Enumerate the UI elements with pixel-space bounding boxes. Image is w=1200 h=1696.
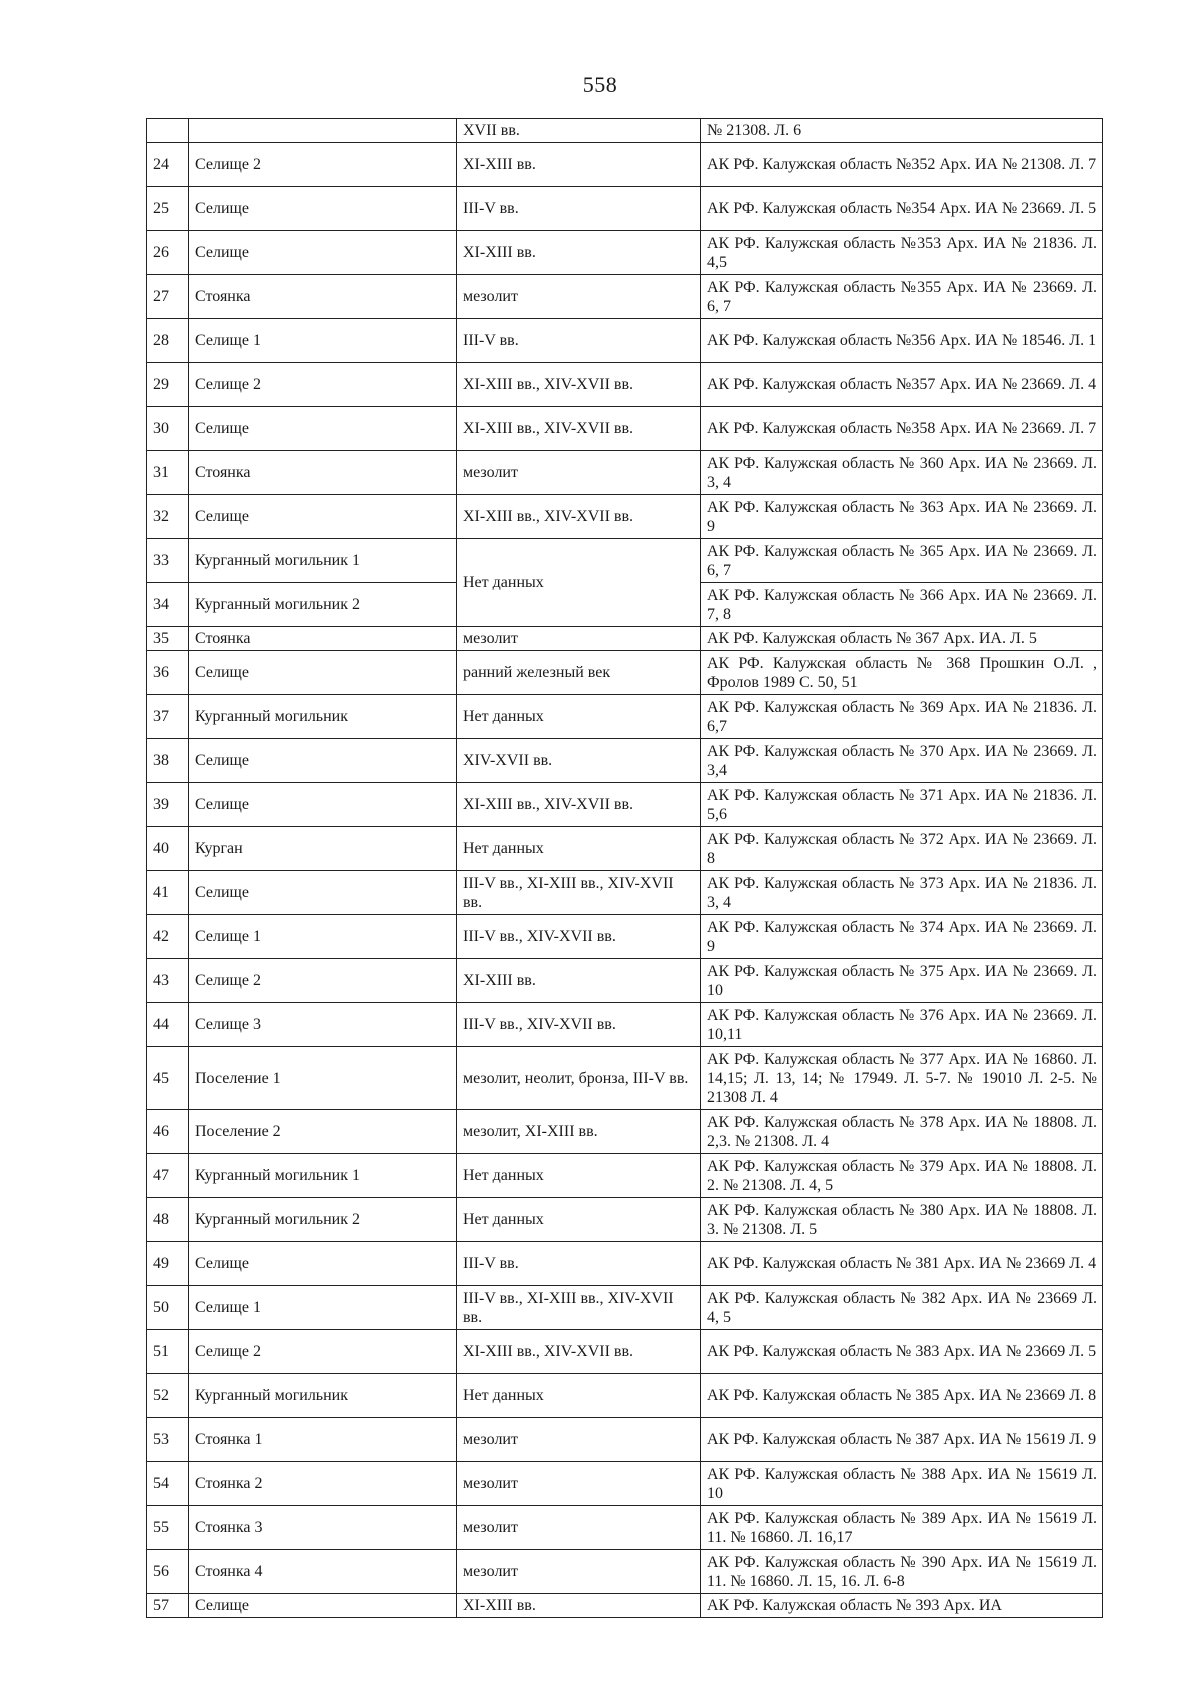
table-row (147, 915, 1103, 959)
site-name-cell: Курганный могильник 2 (189, 1198, 457, 1242)
dating-cell: XI-XIII вв. (457, 143, 701, 187)
site-name-cell: Селище 3 (189, 1003, 457, 1047)
source-reference-cell: АК РФ. Калужская область № 371 Арх. ИА № 21836. Л. 5,6 (701, 783, 1103, 827)
row-number-cell: 54 (147, 1462, 189, 1506)
table-row (147, 739, 1103, 783)
dating-cell: мезолит (457, 451, 701, 495)
dating-cell: Нет данных (457, 1198, 701, 1242)
table-row (147, 539, 1103, 583)
source-reference-cell: АК РФ. Калужская область № 363 Арх. ИА № 23669. Л. 9 (701, 495, 1103, 539)
row-number-cell: 46 (147, 1110, 189, 1154)
dating-cell: Нет данных (457, 1154, 701, 1198)
source-reference-cell: АК РФ. Калужская область № 383 Арх. ИА № 23669 Л. 5 (701, 1330, 1103, 1374)
row-number-cell: 44 (147, 1003, 189, 1047)
site-name-cell: Поселение 2 (189, 1110, 457, 1154)
site-name-cell: Селище 1 (189, 1286, 457, 1330)
row-number-cell: 45 (147, 1047, 189, 1110)
table-row (147, 143, 1103, 187)
source-reference-cell: АК РФ. Калужская область №358 Арх. ИА № 23669. Л. 7 (701, 407, 1103, 451)
page-number: 558 (582, 72, 618, 97)
dating-cell: Нет данных (457, 827, 701, 871)
row-number-cell: 34 (147, 583, 189, 627)
dating-cell: III-V вв. (457, 319, 701, 363)
site-name-cell (189, 119, 457, 143)
source-reference-cell: АК РФ. Калужская область № 373 Арх. ИА № 21836. Л. 3, 4 (701, 871, 1103, 915)
table-row (147, 1418, 1103, 1462)
site-name-cell: Селище (189, 1594, 457, 1618)
source-reference-cell: АК РФ. Калужская область № 379 Арх. ИА № 18808. Л. 2. № 21308. Л. 4, 5 (701, 1154, 1103, 1198)
dating-cell: III-V вв., XIV-XVII вв. (457, 1003, 701, 1047)
row-number-cell: 47 (147, 1154, 189, 1198)
site-name-cell: Селище 2 (189, 143, 457, 187)
source-reference-cell: АК РФ. Калужская область № 367 Арх. ИА. Л. 5 (701, 627, 1103, 651)
site-name-cell: Селище 2 (189, 1330, 457, 1374)
site-name-cell: Стоянка 4 (189, 1550, 457, 1594)
dating-cell: Нет данных (457, 539, 701, 627)
source-reference-cell: АК РФ. Калужская область № 382 Арх. ИА № 23669 Л. 4, 5 (701, 1286, 1103, 1330)
table-row (147, 695, 1103, 739)
table-row (147, 1003, 1103, 1047)
table-row (147, 627, 1103, 651)
source-reference-cell: АК РФ. Калужская область № 377 Арх. ИА № 16860. Л. 14,15; Л. 13, 14; № 17949. Л. 5-7. № 19010 Л. 2-5. № 21308 Л. 4 (701, 1047, 1103, 1110)
source-reference-cell: АК РФ. Калужская область №355 Арх. ИА № 23669. Л. 6, 7 (701, 275, 1103, 319)
table-row (147, 363, 1103, 407)
site-name-cell: Селище 2 (189, 363, 457, 407)
dating-cell: III-V вв., XIV-XVII вв. (457, 915, 701, 959)
source-reference-cell: АК РФ. Калужская область № 360 Арх. ИА № 23669. Л. 3, 4 (701, 451, 1103, 495)
row-number-cell: 35 (147, 627, 189, 651)
table-row (147, 1286, 1103, 1330)
site-name-cell: Селище 2 (189, 959, 457, 1003)
source-reference-cell: АК РФ. Калужская область № 387 Арх. ИА № 15619 Л. 9 (701, 1418, 1103, 1462)
source-reference-cell: АК РФ. Калужская область № 372 Арх. ИА № 23669. Л. 8 (701, 827, 1103, 871)
table-row (147, 275, 1103, 319)
row-number-cell: 28 (147, 319, 189, 363)
table-row (147, 827, 1103, 871)
table-row (147, 1330, 1103, 1374)
dating-cell: XI-XIII вв. (457, 959, 701, 1003)
dating-cell: III-V вв. (457, 1242, 701, 1286)
table-row (147, 1374, 1103, 1418)
dating-cell: мезолит, неолит, бронза, III-V вв. (457, 1047, 701, 1110)
source-reference-cell: АК РФ. Калужская область №357 Арх. ИА № 23669. Л. 4 (701, 363, 1103, 407)
site-name-cell: Курганный могильник (189, 1374, 457, 1418)
dating-cell: XI-XIII вв., XIV-XVII вв. (457, 783, 701, 827)
dating-cell: мезолит (457, 1462, 701, 1506)
row-number-cell: 48 (147, 1198, 189, 1242)
dating-cell: XI-XIII вв. (457, 231, 701, 275)
source-reference-cell: АК РФ. Калужская область № 369 Арх. ИА № 21836. Л. 6,7 (701, 695, 1103, 739)
source-reference-cell: АК РФ. Калужская область № 385 Арх. ИА № 23669 Л. 8 (701, 1374, 1103, 1418)
row-number-cell: 27 (147, 275, 189, 319)
row-number-cell: 40 (147, 827, 189, 871)
row-number-cell: 43 (147, 959, 189, 1003)
dating-cell: XI-XIII вв., XIV-XVII вв. (457, 1330, 701, 1374)
table-row (147, 1594, 1103, 1618)
row-number-cell: 42 (147, 915, 189, 959)
dating-cell: XI-XIII вв. (457, 1594, 701, 1618)
table-row (147, 319, 1103, 363)
dating-cell: XI-XIII вв., XIV-XVII вв. (457, 495, 701, 539)
site-name-cell: Стоянка (189, 275, 457, 319)
source-reference-cell: АК РФ. Калужская область № 393 Арх. ИА (701, 1594, 1103, 1618)
source-reference-cell: АК РФ. Калужская область № 381 Арх. ИА № 23669 Л. 4 (701, 1242, 1103, 1286)
site-name-cell: Селище (189, 407, 457, 451)
row-number-cell: 36 (147, 651, 189, 695)
dating-cell: мезолит (457, 275, 701, 319)
site-name-cell: Стоянка (189, 451, 457, 495)
dating-cell: III-V вв., XI-XIII вв., XIV-XVII вв. (457, 1286, 701, 1330)
row-number-cell: 25 (147, 187, 189, 231)
row-number-cell: 32 (147, 495, 189, 539)
source-reference-cell: АК РФ. Калужская область № 370 Арх. ИА № 23669. Л. 3,4 (701, 739, 1103, 783)
site-name-cell: Стоянка 2 (189, 1462, 457, 1506)
site-name-cell: Поселение 1 (189, 1047, 457, 1110)
dating-cell: XI-XIII вв., XIV-XVII вв. (457, 363, 701, 407)
source-reference-cell: АК РФ. Калужская область №353 Арх. ИА № 21836. Л. 4,5 (701, 231, 1103, 275)
dating-cell: ранний железный век (457, 651, 701, 695)
site-name-cell: Стоянка 3 (189, 1506, 457, 1550)
dating-cell: III-V вв. (457, 187, 701, 231)
table-row (147, 1462, 1103, 1506)
row-number-cell: 37 (147, 695, 189, 739)
row-number-cell: 26 (147, 231, 189, 275)
row-number-cell: 38 (147, 739, 189, 783)
row-number-cell: 52 (147, 1374, 189, 1418)
site-name-cell: Курганный могильник 1 (189, 1154, 457, 1198)
table-row (147, 1154, 1103, 1198)
source-reference-cell: АК РФ. Калужская область №354 Арх. ИА № 23669. Л. 5 (701, 187, 1103, 231)
site-name-cell: Курганный могильник 1 (189, 539, 457, 583)
source-reference-cell: АК РФ. Калужская область № 375 Арх. ИА № 23669. Л. 10 (701, 959, 1103, 1003)
dating-cell: мезолит (457, 1418, 701, 1462)
row-number-cell: 50 (147, 1286, 189, 1330)
table-row (147, 1110, 1103, 1154)
dating-cell: Нет данных (457, 1374, 701, 1418)
row-number-cell: 49 (147, 1242, 189, 1286)
source-reference-cell: АК РФ. Калужская область № 380 Арх. ИА № 18808. Л. 3. № 21308. Л. 5 (701, 1198, 1103, 1242)
dating-cell: мезолит (457, 627, 701, 651)
site-name-cell: Селище (189, 187, 457, 231)
row-number-cell: 31 (147, 451, 189, 495)
row-number-cell: 56 (147, 1550, 189, 1594)
source-reference-cell: АК РФ. Калужская область № 390 Арх. ИА № 15619 Л. 11. № 16860. Л. 15, 16. Л. 6-8 (701, 1550, 1103, 1594)
dating-cell: мезолит (457, 1506, 701, 1550)
row-number-cell: 51 (147, 1330, 189, 1374)
site-name-cell: Стоянка 1 (189, 1418, 457, 1462)
table-row (147, 1198, 1103, 1242)
source-reference-cell: АК РФ. Калужская область № 368 Прошкин О.Л. , Фролов 1989 С. 50, 51 (701, 651, 1103, 695)
site-name-cell: Селище (189, 495, 457, 539)
site-name-cell: Курганный могильник (189, 695, 457, 739)
source-reference-cell: АК РФ. Калужская область № 376 Арх. ИА № 23669. Л. 10,11 (701, 1003, 1103, 1047)
source-reference-cell: АК РФ. Калужская область №356 Арх. ИА № 18546. Л. 1 (701, 319, 1103, 363)
row-number-cell (147, 119, 189, 143)
source-reference-cell: АК РФ. Калужская область № 378 Арх. ИА № 18808. Л. 2,3. № 21308. Л. 4 (701, 1110, 1103, 1154)
source-reference-cell: АК РФ. Калужская область № 365 Арх. ИА № 23669. Л. 6, 7 (701, 539, 1103, 583)
dating-cell: мезолит (457, 1550, 701, 1594)
site-name-cell: Курганный могильник 2 (189, 583, 457, 627)
source-reference-cell: АК РФ. Калужская область №352 Арх. ИА № 21308. Л. 7 (701, 143, 1103, 187)
source-reference-cell: АК РФ. Калужская область № 388 Арх. ИА № 15619 Л. 10 (701, 1462, 1103, 1506)
table-row (147, 187, 1103, 231)
row-number-cell: 53 (147, 1418, 189, 1462)
site-name-cell: Селище (189, 231, 457, 275)
dating-cell: XVII вв. (457, 119, 701, 143)
table-row (147, 871, 1103, 915)
row-number-cell: 39 (147, 783, 189, 827)
table-row (147, 1506, 1103, 1550)
site-name-cell: Селище (189, 1242, 457, 1286)
table-row (147, 959, 1103, 1003)
row-number-cell: 41 (147, 871, 189, 915)
table-row (147, 1242, 1103, 1286)
table-row (147, 651, 1103, 695)
table-row (147, 231, 1103, 275)
site-name-cell: Селище (189, 871, 457, 915)
row-number-cell: 24 (147, 143, 189, 187)
table-row (147, 1550, 1103, 1594)
row-number-cell: 57 (147, 1594, 189, 1618)
row-number-cell: 29 (147, 363, 189, 407)
table-row (147, 783, 1103, 827)
monuments-table-body (147, 119, 1103, 1618)
site-name-cell: Стоянка (189, 627, 457, 651)
dating-cell: III-V вв., XI-XIII вв., XIV-XVII вв. (457, 871, 701, 915)
source-reference-cell: АК РФ. Калужская область № 366 Арх. ИА № 23669. Л. 7, 8 (701, 583, 1103, 627)
table-row (147, 1047, 1103, 1110)
dating-cell: мезолит, XI-XIII вв. (457, 1110, 701, 1154)
dating-cell: Нет данных (457, 695, 701, 739)
site-name-cell: Селище (189, 783, 457, 827)
table-row (147, 451, 1103, 495)
site-name-cell: Селище 1 (189, 915, 457, 959)
table-row (147, 407, 1103, 451)
site-name-cell: Селище (189, 651, 457, 695)
dating-cell: XI-XIII вв., XIV-XVII вв. (457, 407, 701, 451)
source-reference-cell: № 21308. Л. 6 (701, 119, 1103, 143)
site-name-cell: Селище 1 (189, 319, 457, 363)
site-name-cell: Селище (189, 739, 457, 783)
monuments-table (146, 118, 1103, 1618)
source-reference-cell: АК РФ. Калужская область № 389 Арх. ИА № 15619 Л. 11. № 16860. Л. 16,17 (701, 1506, 1103, 1550)
row-number-cell: 30 (147, 407, 189, 451)
table-row (147, 119, 1103, 143)
row-number-cell: 33 (147, 539, 189, 583)
source-reference-cell: АК РФ. Калужская область № 374 Арх. ИА № 23669. Л. 9 (701, 915, 1103, 959)
dating-cell: XIV-XVII вв. (457, 739, 701, 783)
site-name-cell: Курган (189, 827, 457, 871)
row-number-cell: 55 (147, 1506, 189, 1550)
table-row (147, 495, 1103, 539)
